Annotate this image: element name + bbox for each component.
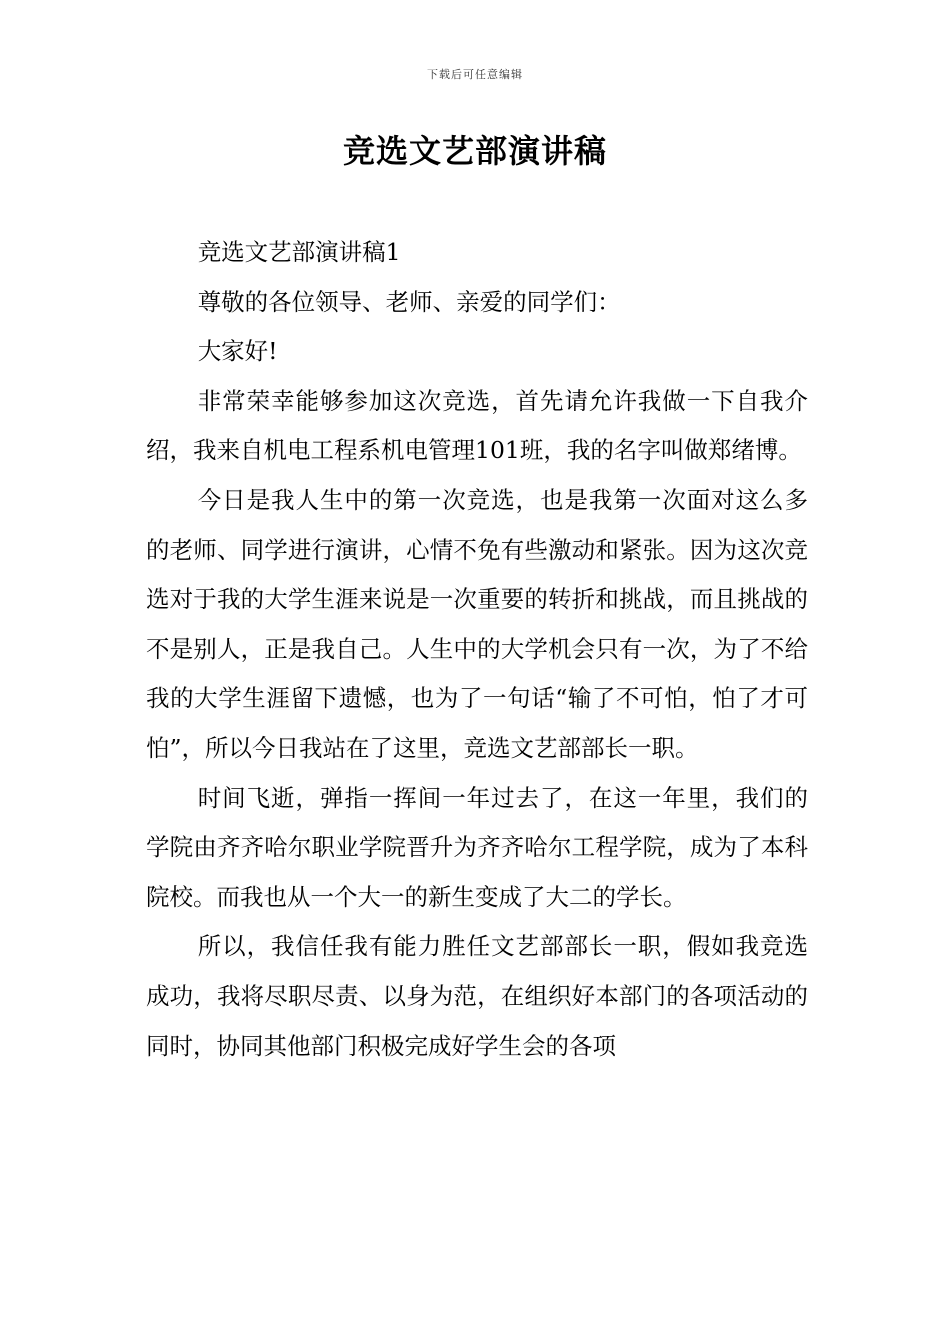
paragraph-salutation: 尊敬的各位领导、老师、亲爱的同学们：: [197, 287, 621, 316]
document-title: 竞选文艺部演讲稿: [342, 132, 607, 170]
paragraph-introduction: 非常荣幸能够参加这次竞选，首先请允许我做一下自我介绍，我来自机电工程系机电管理101班，我的名字叫做郑绪博。: [146, 386, 808, 465]
paragraph-subtitle: 竞选文艺部演讲稿1: [197, 238, 401, 266]
document-body: [146, 228, 808, 1071]
paragraph-background: 时间飞逝，弹指一挥间一年过去了，在这一年里，我们的学院由齐齐哈尔职业学院晋升为齐齐哈尔工程学院，成为了本科院校。而我也从一个大一的新生变成了大二的学长。: [146, 783, 808, 911]
header-note: 下载后可任意编辑: [427, 68, 523, 81]
paragraph-greeting: 大家好!: [197, 337, 278, 366]
paragraph-commitment: 所以，我信任我有能力胜任文艺部部长一职，假如我竞选成功，我将尽职尽责、以身为范，在组织好本部门的各项活动的同时，协同其他部门积极完成好学生会的各项: [146, 932, 808, 1060]
paragraph-motivation: 今日是我人生中的第一次竞选，也是我第一次面对这么多的老师、同学进行演讲，心情不免有些激动和紧张。因为这次竞选对于我的大学生涯来说是一次重要的转折和挑战，而且挑战的不是别人，正是我自己。人生中的大学机会只有一次，为了不给我的大学生涯留下遗憾，也为了一句话“输了不可怕，怕了才可怕”，所以今日我站在了这里，竞选文艺部部长一职。: [146, 485, 808, 762]
